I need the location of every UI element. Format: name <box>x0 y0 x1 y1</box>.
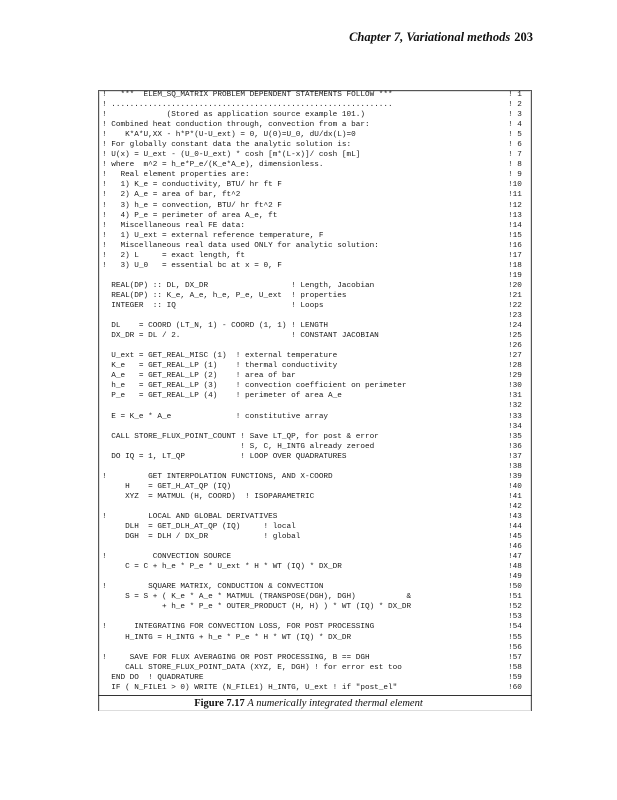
code-text: H_INTG = H_INTG + h_e * P_e * H * WT (IQ) * DX_DR <box>102 633 352 642</box>
line-number: !45 <box>508 533 522 542</box>
code-line <box>102 271 528 281</box>
code-line <box>102 562 528 572</box>
code-text: ! where m^2 = h_e*P_e/(K_e*A_e), dimensionless. <box>102 161 324 170</box>
page-header <box>349 30 533 45</box>
line-number: !52 <box>508 603 522 612</box>
line-number: !48 <box>508 563 522 572</box>
code-text: ! S, C, H_INTG already zeroed <box>102 442 375 451</box>
code-text: ! *** ELEM_SQ_MATRIX PROBLEM DEPENDENT STATEMENTS FOLLOW *** <box>102 91 393 99</box>
code-text <box>102 401 508 411</box>
code-text <box>102 612 508 622</box>
code-line <box>102 311 528 321</box>
code-line <box>102 422 528 432</box>
code-line <box>102 602 528 612</box>
code-line <box>102 180 528 190</box>
line-number: !27 <box>508 352 522 361</box>
code-text: ! LOCAL AND GLOBAL DERIVATIVES <box>102 512 278 521</box>
code-text: ! For globally constant data the analytic solution is: <box>102 141 352 150</box>
code-line <box>102 673 528 683</box>
code-line <box>102 221 528 231</box>
code-text: E = K_e * A_e ! constitutive array <box>102 412 329 421</box>
line-number: !14 <box>508 221 522 230</box>
line-number: !22 <box>508 301 522 310</box>
code-text: ! 3) h_e = convection, BTU/ hr ft^2 F <box>102 201 282 210</box>
line-number: !21 <box>508 291 522 300</box>
code-line <box>102 241 528 251</box>
line-number: !31 <box>508 392 522 401</box>
line-number: !55 <box>508 633 522 642</box>
code-text <box>102 341 508 351</box>
code-text: P_e = GET_REAL_LP (4) ! perimeter of area A_e <box>102 392 342 401</box>
code-text <box>102 462 508 472</box>
code-text <box>102 502 508 512</box>
code-text: DO IQ = 1, LT_QP ! LOOP OVER QUADRATURES <box>102 452 347 461</box>
line-number: !12 <box>508 201 522 210</box>
code-text <box>102 572 508 582</box>
code-text: ! Real element properties are: <box>102 171 250 180</box>
code-line <box>102 412 528 422</box>
line-number: !46 <box>508 543 522 552</box>
page-number: 203 <box>514 30 533 44</box>
code-line <box>102 582 528 592</box>
code-line <box>102 130 528 140</box>
code-line <box>102 90 528 100</box>
code-line <box>102 211 528 221</box>
line-number: !23 <box>508 312 522 321</box>
code-line <box>102 542 528 552</box>
line-number: !50 <box>508 583 522 592</box>
line-number: !30 <box>508 382 522 391</box>
line-number: !59 <box>508 673 522 682</box>
code-line <box>102 391 528 401</box>
code-text: H = GET_H_AT_QP (IQ) <box>102 482 232 491</box>
code-text: ! CONVECTION SOURCE <box>102 553 232 562</box>
code-line <box>102 462 528 472</box>
line-number: ! 6 <box>508 141 522 150</box>
code-line <box>102 110 528 120</box>
code-line <box>102 321 528 331</box>
code-text: ! INTEGRATING FOR CONVECTION LOSS, FOR POST PROCESSING <box>102 623 375 632</box>
bottom-rule <box>98 695 532 696</box>
code-line <box>102 622 528 632</box>
code-text: h_e = GET_REAL_LP (3) ! convection coefficient on perimeter <box>102 382 407 391</box>
code-line <box>102 502 528 512</box>
code-line <box>102 231 528 241</box>
line-number: ! 1 <box>508 91 522 99</box>
line-number: !44 <box>508 523 522 532</box>
code-line <box>102 150 528 160</box>
code-text: REAL(DP) :: DL, DX_DR ! Length, Jacobian <box>102 281 375 290</box>
code-listing <box>102 90 528 693</box>
code-line <box>102 522 528 532</box>
line-number: ! 4 <box>508 121 522 130</box>
line-number: ! 2 <box>508 101 522 110</box>
code-line <box>102 492 528 502</box>
line-number: !11 <box>508 191 522 200</box>
code-text: IF ( N_FILE1 > 0) WRITE (N_FILE1) H_INTG, U_ext ! if "post_el" <box>102 683 398 692</box>
line-number: !58 <box>508 663 522 672</box>
code-text: ! SAVE FOR FLUX AVERAGING OR POST PROCESSING, B == DGH <box>102 653 370 662</box>
line-number: !35 <box>508 432 522 441</box>
code-text: + h_e * P_e * OUTER_PRODUCT (H, H) ) * WT (IQ) * DX_DR <box>102 603 412 612</box>
code-text: K_e = GET_REAL_LP (1) ! thermal conductivity <box>102 362 338 371</box>
code-text: ! Miscellaneous real FE data: <box>102 221 246 230</box>
line-number: !33 <box>508 412 522 421</box>
line-number: !26 <box>508 342 522 351</box>
line-number: !19 <box>508 271 522 280</box>
code-line <box>102 301 528 311</box>
code-text: ! 2) L = exact length, ft <box>102 251 246 260</box>
code-text: A_e = GET_REAL_LP (2) ! area of bar <box>102 372 296 381</box>
code-text: C = C + h_e * P_e * U_ext * H * WT (IQ) * DX_DR <box>102 563 342 572</box>
code-text: ! K*A*U,XX - h*P*(U-U_ext) = 0, U(0)=U_0, dU/dx(L)=0 <box>102 131 356 140</box>
code-line <box>102 442 528 452</box>
line-number: !24 <box>508 322 522 331</box>
code-text: ! Miscellaneous real data used ONLY for analytic solution: <box>102 241 379 250</box>
code-line <box>102 261 528 271</box>
code-text: ! (Stored as application source example 101.) <box>102 111 365 120</box>
code-text: XYZ = MATMUL (H, COORD) ! ISOPARAMETRIC <box>102 492 315 501</box>
code-line <box>102 512 528 522</box>
line-number: !53 <box>508 613 522 622</box>
line-number: !15 <box>508 231 522 240</box>
line-number: !49 <box>508 573 522 582</box>
line-number: !37 <box>508 452 522 461</box>
code-text: ! ............................................................. <box>102 101 393 110</box>
code-text: INTEGER :: IQ ! Loops <box>102 301 324 310</box>
code-line <box>102 331 528 341</box>
code-line <box>102 140 528 150</box>
line-number: !54 <box>508 623 522 632</box>
code-line <box>102 552 528 562</box>
code-text: REAL(DP) :: K_e, A_e, h_e, P_e, U_ext ! properties <box>102 291 347 300</box>
code-line <box>102 532 528 542</box>
code-line <box>102 170 528 180</box>
line-number: !34 <box>508 422 522 431</box>
code-line <box>102 160 528 170</box>
line-number: !40 <box>508 482 522 491</box>
code-line <box>102 361 528 371</box>
code-line <box>102 251 528 261</box>
line-number: !20 <box>508 281 522 290</box>
code-line <box>102 351 528 361</box>
figure-label: Figure 7.17 <box>194 698 245 709</box>
code-text: ! 3) U_0 = essential bc at x = 0, F <box>102 261 282 270</box>
line-number: !29 <box>508 372 522 381</box>
code-text <box>102 422 508 432</box>
line-number: !16 <box>508 241 522 250</box>
line-number: ! 9 <box>508 171 522 180</box>
code-line <box>102 381 528 391</box>
line-number: ! 5 <box>508 131 522 140</box>
code-text: ! 1) K_e = conductivity, BTU/ hr ft F <box>102 181 282 190</box>
code-line <box>102 653 528 663</box>
code-text: S = S + ( K_e * A_e * MATMUL (TRANSPOSE(DGH), DGH) & <box>102 593 412 602</box>
line-number: !43 <box>508 512 522 521</box>
code-line <box>102 482 528 492</box>
code-text: ! SQUARE MATRIX, CONDUCTION & CONVECTION <box>102 583 324 592</box>
code-line <box>102 683 528 693</box>
line-number: !32 <box>508 402 522 411</box>
code-line <box>102 643 528 653</box>
code-line <box>102 291 528 301</box>
code-text: CALL STORE_FLUX_POINT_COUNT ! Save LT_QP, for post & error <box>102 432 379 441</box>
code-text: DGH = DLH / DX_DR ! global <box>102 533 301 542</box>
line-number: !28 <box>508 362 522 371</box>
code-line <box>102 120 528 130</box>
line-number: !13 <box>508 211 522 220</box>
code-line <box>102 612 528 622</box>
code-text: U_ext = GET_REAL_MISC (1) ! external temperature <box>102 352 338 361</box>
line-number: !36 <box>508 442 522 451</box>
figure-caption <box>0 698 617 709</box>
code-line <box>102 281 528 291</box>
code-text <box>102 542 508 552</box>
code-line <box>102 592 528 602</box>
code-text: CALL STORE_FLUX_POINT_DATA (XYZ, E, DGH) ! for error est too <box>102 663 402 672</box>
code-text: DX_DR = DL / 2. ! CONSTANT JACOBIAN <box>102 332 379 341</box>
line-number: !42 <box>508 502 522 511</box>
code-line <box>102 190 528 200</box>
line-number: !60 <box>508 683 522 692</box>
line-number: !39 <box>508 472 522 481</box>
code-text: ! 2) A_e = area of bar, ft^2 <box>102 191 241 200</box>
code-text: ! GET INTERPOLATION FUNCTIONS, AND X-COORD <box>102 472 333 481</box>
code-line <box>102 572 528 582</box>
figure-caption-text: A numerically integrated thermal element <box>247 698 423 709</box>
code-text: END DO ! QUADRATURE <box>102 673 204 682</box>
code-line <box>102 341 528 351</box>
code-text: ! Combined heat conduction through, convection from a bar: <box>102 121 370 130</box>
chapter-title: Chapter 7, Variational methods <box>349 30 511 44</box>
line-number: !57 <box>508 653 522 662</box>
line-number: !41 <box>508 492 522 501</box>
line-number: !17 <box>508 251 522 260</box>
code-line <box>102 371 528 381</box>
code-text: DL = COORD (LT_N, 1) - COORD (1, 1) ! LENGTH <box>102 322 329 331</box>
line-number: !38 <box>508 462 522 471</box>
code-text: ! 1) U_ext = external reference temperature, F <box>102 231 324 240</box>
code-line <box>102 401 528 411</box>
line-number: !25 <box>508 332 522 341</box>
code-line <box>102 663 528 673</box>
code-line <box>102 452 528 462</box>
code-text: ! 4) P_e = perimeter of area A_e, ft <box>102 211 278 220</box>
line-number: !10 <box>508 181 522 190</box>
code-line <box>102 472 528 482</box>
code-text: DLH = GET_DLH_AT_QP (IQ) ! local <box>102 523 296 532</box>
line-number: ! 3 <box>508 111 522 120</box>
code-text <box>102 311 508 321</box>
line-number: !47 <box>508 553 522 562</box>
code-line <box>102 633 528 643</box>
code-text <box>102 643 508 653</box>
code-line <box>102 432 528 442</box>
line-number: ! 7 <box>508 151 522 160</box>
code-text: ! U(x) = U_ext - (U_0-U_ext) * cosh [m*(L-x)]/ cosh [mL] <box>102 151 361 160</box>
code-line <box>102 100 528 110</box>
line-number: ! 8 <box>508 161 522 170</box>
line-number: !51 <box>508 593 522 602</box>
line-number: !56 <box>508 643 522 652</box>
line-number: !18 <box>508 261 522 270</box>
code-line <box>102 201 528 211</box>
code-text <box>102 271 508 281</box>
